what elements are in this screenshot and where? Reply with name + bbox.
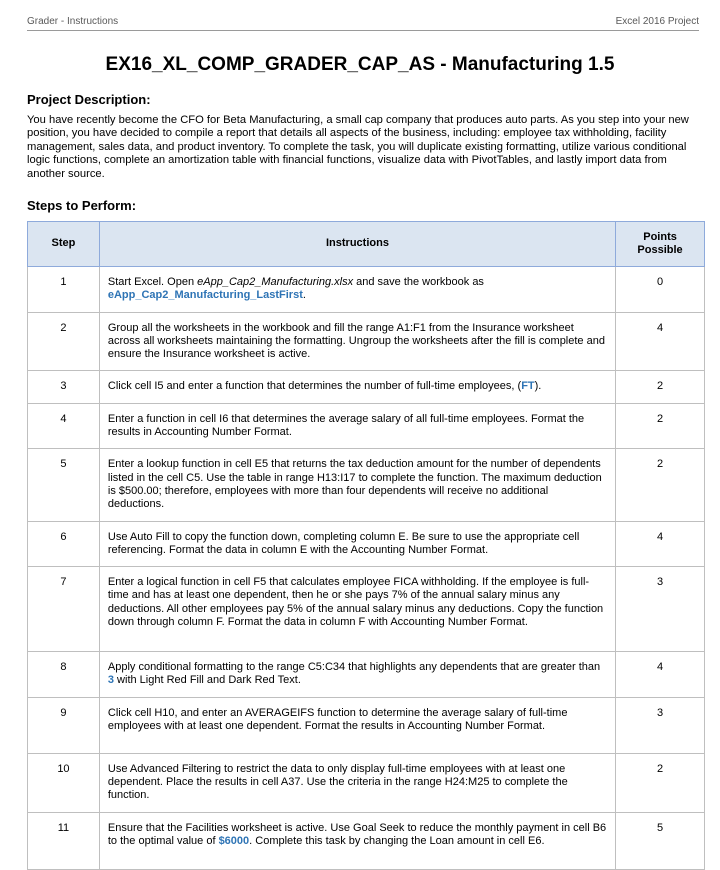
steps-heading: Steps to Perform: — [27, 198, 137, 213]
table-row — [28, 371, 705, 403]
step-number: 3 — [28, 371, 100, 403]
step-number: 9 — [28, 697, 100, 753]
table-row — [28, 812, 705, 869]
table-row — [28, 312, 705, 371]
table-row — [28, 697, 705, 753]
table-row — [28, 449, 705, 521]
step-instructions: Group all the worksheets in the workbook and fill the range A1:F1 from the Insurance worksheet across all worksheets maintaining the formatting. Ungroup the worksheets after the fill is complete and ensure the Insurance worksheet is active. — [99, 312, 615, 371]
step-number: 8 — [28, 652, 100, 698]
step-points: 2 — [616, 449, 705, 521]
table-row — [28, 567, 705, 652]
step-number: 6 — [28, 521, 100, 567]
step-points: 2 — [616, 371, 705, 403]
header-right-text: Excel 2016 Project — [615, 16, 699, 27]
header-points: Points Possible — [616, 222, 705, 267]
step-instructions: Enter a function in cell I6 that determines the average salary of all full-time employees. Format the results in Accounting Number Format. — [99, 403, 615, 449]
step-number: 5 — [28, 449, 100, 521]
step-number: 4 — [28, 403, 100, 449]
table-row — [28, 521, 705, 567]
project-description-heading: Project Description: — [27, 92, 151, 107]
table-row — [28, 267, 705, 313]
steps-table — [27, 221, 705, 870]
step-instructions: Ensure that the Facilities worksheet is active. Use Goal Seek to reduce the monthly payment in cell B6 to the optimal value of $6000. Complete this task by changing the Loan amount in cell E6. — [99, 812, 615, 869]
step-instructions: Use Auto Fill to copy the function down, completing column E. Be sure to use the appropriate cell referencing. Format the data in column E with the Accounting Number Format. — [99, 521, 615, 567]
header-left-text: Grader - Instructions — [27, 16, 119, 27]
page-title: EX16_XL_COMP_GRADER_CAP_AS - Manufacturing 1.5 — [105, 54, 615, 75]
table-row — [28, 403, 705, 449]
step-points: 4 — [616, 652, 705, 698]
step-points: 2 — [616, 403, 705, 449]
step-points: 5 — [616, 812, 705, 869]
step-points: 3 — [616, 567, 705, 652]
page-header — [27, 14, 699, 31]
step-instructions: Enter a logical function in cell F5 that calculates employee FICA withholding. If the employee is full-time and has at least one dependent, then he or she pays 7% of the annual salary minus any deductions. All other employees pay 5% of the annual salary minus any deductions. Copy the function down through column F. Format the data in column F with Accounting Number Format. — [99, 567, 615, 652]
header-instructions: Instructions — [99, 222, 615, 267]
step-points: 2 — [616, 753, 705, 812]
step-points: 4 — [616, 521, 705, 567]
table-row — [28, 753, 705, 812]
step-instructions: Enter a lookup function in cell E5 that returns the tax deduction amount for the number of dependents listed in the cell C5. Use the table in range H13:I17 to complete the function. The maximum deduction is $500.00; therefore, employees with more than four dependents will receive no additional deductions. — [99, 449, 615, 521]
step-number: 1 — [28, 267, 100, 313]
table-header-row — [28, 222, 705, 267]
step-points: 4 — [616, 312, 705, 371]
step-instructions: Click cell H10, and enter an AVERAGEIFS function to determine the average salary of full-time employees with at least one dependent. Format the results in Accounting Number Format. — [99, 697, 615, 753]
step-instructions: Use Advanced Filtering to restrict the data to only display full-time employees with at least one dependent. Place the results in cell A37. Use the criteria in the range H24:M25 to complete the function. — [99, 753, 615, 812]
step-instructions: Apply conditional formatting to the range C5:C34 that highlights any dependents that are greater than 3 with Light Red Fill and Dark Red Text. — [99, 652, 615, 698]
step-number: 7 — [28, 567, 100, 652]
step-instructions: Start Excel. Open eApp_Cap2_Manufacturing.xlsx and save the workbook as eApp_Cap2_Manufacturing_LastFirst. — [99, 267, 615, 313]
step-instructions: Click cell I5 and enter a function that determines the number of full-time employees, (FT). — [99, 371, 615, 403]
table-row — [28, 652, 705, 698]
step-points: 0 — [616, 267, 705, 313]
step-number: 10 — [28, 753, 100, 812]
project-description-text: You have recently become the CFO for Beta Manufacturing, a small cap company that produces auto parts. As you step into your new position, you have decided to compile a report that details all aspects of the business, including: employee tax withholding, facility management, sales data, and product inventory. To complete the task, you will duplicate existing formatting, utilize various conditional logic functions, complete an amortization table with financial functions, visualize data with PivotTables, and lastly import data from another source. — [27, 114, 689, 180]
step-points: 3 — [616, 697, 705, 753]
step-number: 11 — [28, 812, 100, 869]
step-number: 2 — [28, 312, 100, 371]
header-step: Step — [28, 222, 100, 267]
